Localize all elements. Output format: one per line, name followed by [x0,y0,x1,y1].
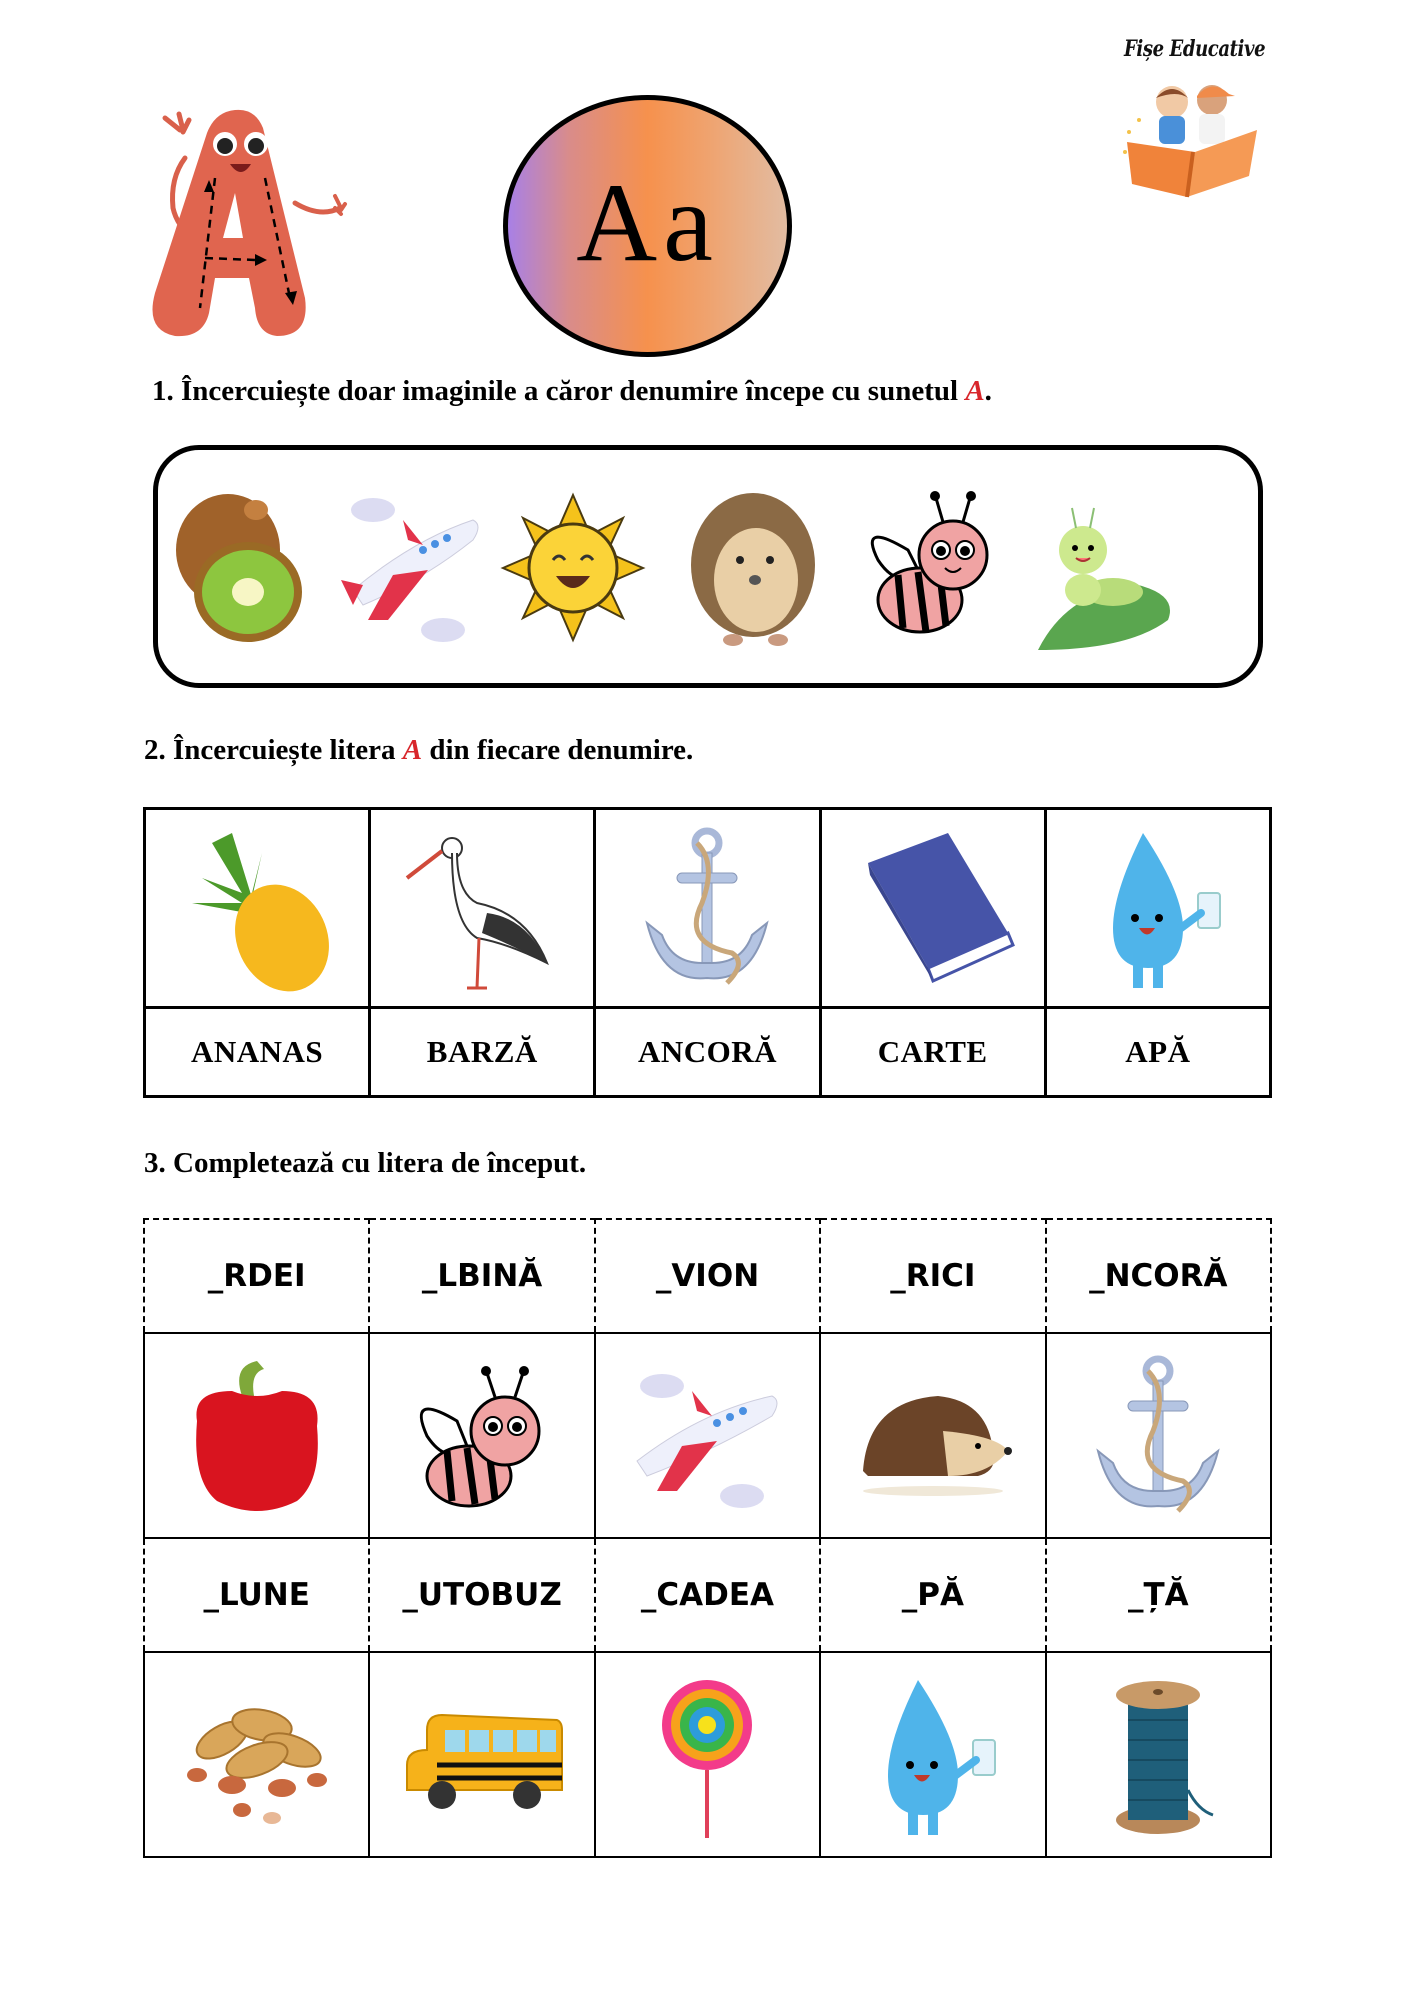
letter-a-mascot-icon [145,108,350,340]
sun-image[interactable] [498,480,648,655]
cell-image [595,1333,820,1538]
word-cell[interactable]: ANANAS [145,1008,370,1097]
hedgehog-image[interactable] [678,480,828,655]
cell-image [144,1333,369,1538]
exercise-2-table [143,807,1272,1098]
peanuts-image [172,1670,342,1840]
airplane-image [622,1351,792,1521]
airplane-image[interactable] [333,480,483,655]
logo-text: Fișe Educative [1124,36,1266,62]
cell-image [1046,1333,1271,1538]
lollipop-image [622,1670,792,1840]
bee-image [397,1351,567,1521]
fill-in-word[interactable]: _ȚĂ [1046,1538,1271,1652]
cell-image [820,1652,1045,1857]
book-image [848,823,1018,993]
cell-image [595,1652,820,1857]
fill-in-word[interactable]: _NCORĂ [1046,1219,1271,1333]
water-drop-image [848,1670,1018,1840]
word-cell[interactable]: CARTE [820,1008,1045,1097]
fill-in-word[interactable]: _RDEI [144,1219,369,1333]
cell-image [820,809,1045,1008]
cell-image [1046,1652,1271,1857]
word-cell[interactable]: APĂ [1045,1008,1270,1097]
caterpillar-image[interactable] [1028,480,1178,655]
logo [1112,32,1282,207]
cell-image [369,1333,594,1538]
accent-letter: A [965,375,985,407]
exercise-3-table [143,1218,1272,1858]
word-cell[interactable]: ANCORĂ [595,1008,820,1097]
exercise-2-heading: 2. Încercuiește litera A din fiecare denumire. [144,734,694,766]
water-drop-image [1073,823,1243,993]
cell-image [145,809,370,1008]
anchor-image [1073,1351,1243,1521]
letter-oval [503,95,792,357]
hedgehog-image [848,1351,1018,1521]
exercise-3-heading: 3. Completează cu litera de început. [144,1147,587,1179]
cell-image [369,1652,594,1857]
fill-in-word[interactable]: _CADEA [595,1538,820,1652]
fill-in-word[interactable]: _LBINĂ [369,1219,594,1333]
bee-image[interactable] [848,480,998,655]
fill-in-word[interactable]: _VION [595,1219,820,1333]
cell-image [820,1333,1045,1538]
cell-image [1045,809,1270,1008]
exercise-1-heading: 1. Încercuiește doar imaginile a căror denumire începe cu sunetul A. [152,375,992,407]
accent-letter: A [402,734,423,766]
pineapple-image [172,823,342,993]
pepper-image [172,1351,342,1521]
school-bus-image [397,1670,567,1840]
fill-in-word[interactable]: _LUNE [144,1538,369,1652]
kiwi-image[interactable] [166,480,316,655]
exercise-1-image-box [153,445,1263,688]
fill-in-word[interactable]: _UTOBUZ [369,1538,594,1652]
kids-reading-book-icon [1117,72,1277,202]
stork-image [397,823,567,993]
word-cell[interactable]: BARZĂ [370,1008,595,1097]
anchor-image [622,823,792,993]
thread-spool-image [1073,1670,1243,1840]
cell-image [144,1652,369,1857]
fill-in-word[interactable]: _RICI [820,1219,1045,1333]
fill-in-word[interactable]: _PĂ [820,1538,1045,1652]
cell-image [370,809,595,1008]
cell-image [595,809,820,1008]
letter-display: Aa [576,161,719,285]
